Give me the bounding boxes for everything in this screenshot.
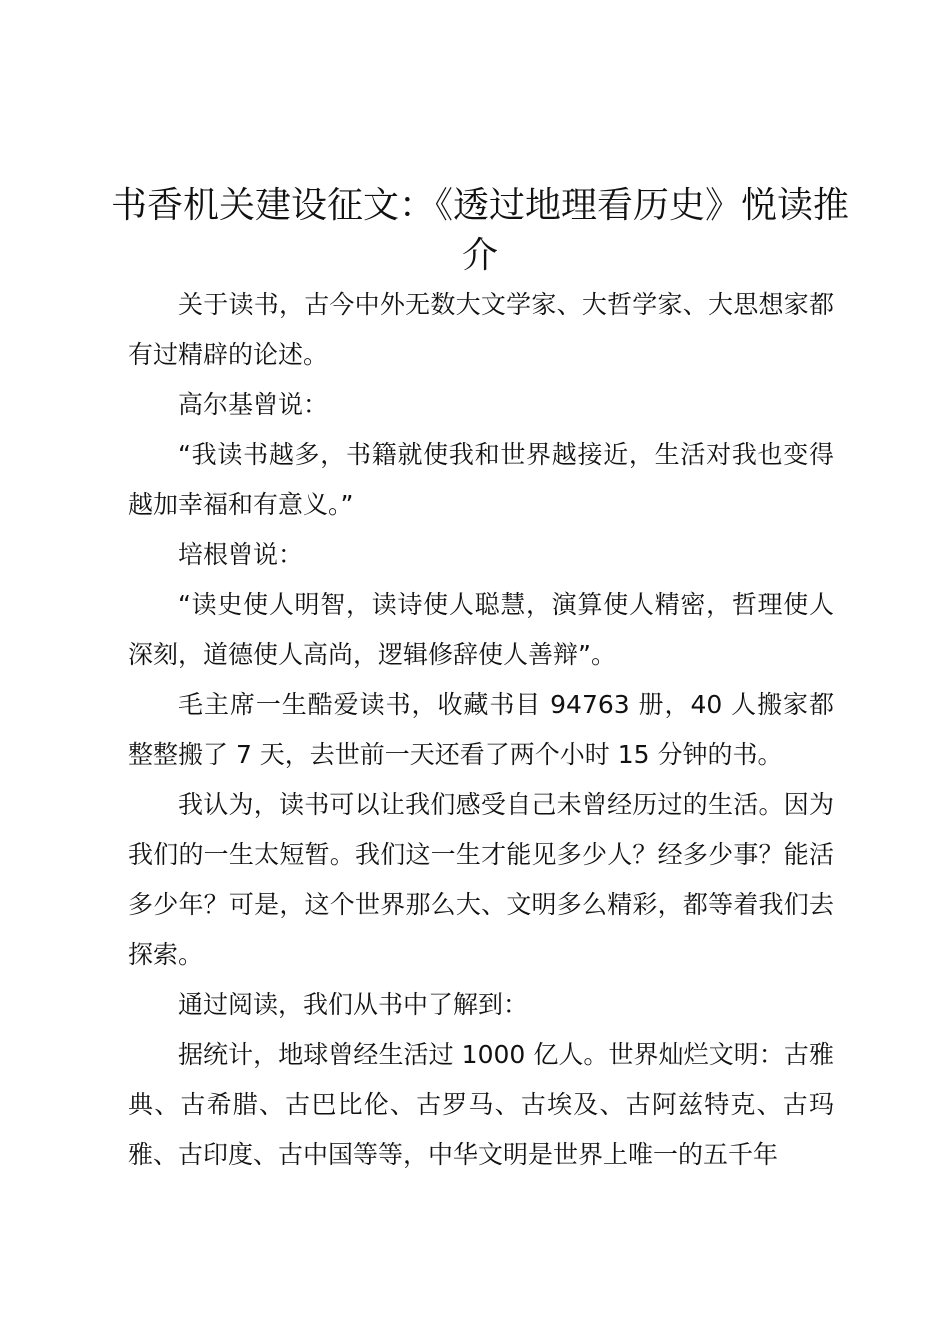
paragraph-gorky-quote: “我读书越多，书籍就使我和世界越接近，生活对我也变得越加幸福和有意义。” xyxy=(128,440,834,519)
paragraph-statistics: 据统计，地球曾经生活过 1000 亿人。世界灿烂文明：古雅典、古希腊、古巴比伦、古罗马、古埃及、古阿兹特克、古玛雅、古印度、古中国等等，中华文明是世界上唯一的五千年 xyxy=(128,1040,834,1169)
paragraph-reading-lead: 通过阅读，我们从书中了解到： xyxy=(178,990,529,1019)
document-title: 书香机关建设征文：《透过地理看历史》悦读推介 xyxy=(110,185,849,276)
paragraph-intro: 关于读书，古今中外无数大文学家、大哲学家、大思想家都有过精辟的论述。 xyxy=(128,290,834,369)
paragraph-gorky-lead: 高尔基曾说： xyxy=(178,390,329,419)
paragraph-opinion: 我认为，读书可以让我们感受自己未曾经历过的生活。因为我们的一生太短暂。我们这一生才能见多少人？经多少事？能活多少年？可是，这个世界那么大、文明多么精彩，都等着我们去探索。 xyxy=(128,790,834,969)
paragraph-bacon-lead: 培根曾说： xyxy=(178,540,304,569)
paragraph-bacon-quote: “读史使人明智，读诗使人聪慧，演算使人精密，哲理使人深刻，道德使人高尚，逻辑修辞使人善辩”。 xyxy=(128,590,834,669)
paragraph-chairman-mao: 毛主席一生酷爱读书，收藏书目 94763 册，40 人搬家都整整搬了 7 天，去世前一天还看了两个小时 15 分钟的书。 xyxy=(128,690,834,769)
document-body xyxy=(128,280,834,1180)
